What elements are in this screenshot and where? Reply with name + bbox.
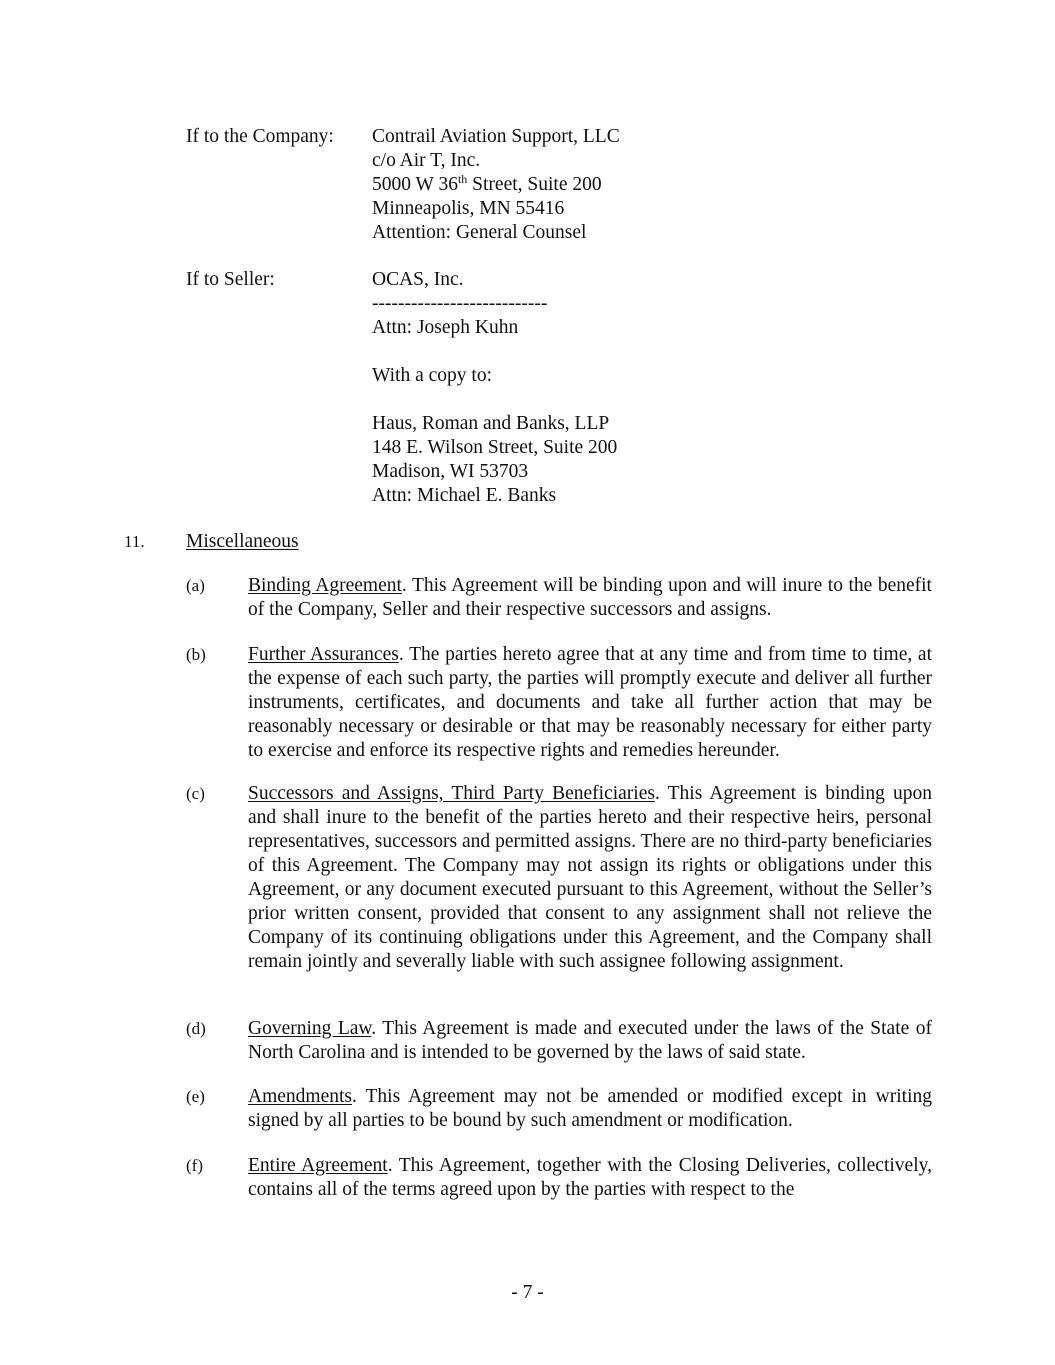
clause-text: . This Agreement is binding upon and shall inure to the benefit of the parties hereto and their respective heirs, personal representatives, successors and permitted assigns. There are no third-party beneficiaries of this Agreement. The Company may not assign its rights or obligations under this Agreement, or any document executed pursuant to this Agreement, without the Seller’s prior written consent, provided that consent to any assignment shall not relieve the Company of its continuing obligations under this Agreement, and the Company shall remain jointly and severally liable with such assignee following assignment. bbox=[248, 783, 932, 972]
company-street bbox=[372, 173, 872, 197]
copy-city: Madison, WI 53703 bbox=[372, 461, 529, 482]
copy-street: 148 E. Wilson Street, Suite 200 bbox=[372, 437, 618, 458]
clause-heading: Amendments bbox=[248, 1086, 352, 1107]
clause-heading: Governing Law bbox=[248, 1018, 372, 1039]
clause-letter: (f) bbox=[186, 1156, 203, 1175]
clause-letter: (a) bbox=[186, 576, 205, 595]
clause-text: . This Agreement, together with the Closing Deliveries, collectively, contains all of the terms agreed upon by the parties with respect to the bbox=[248, 1155, 932, 1200]
clause-heading: Entire Agreement bbox=[248, 1155, 388, 1176]
clause-body bbox=[248, 1154, 932, 1202]
clause-text: . The parties hereto agree that at any time and from time to time, at the expense of each such party, the parties will promptly execute and deliver all further instruments, certificates, and documents and take all further action that may be reasonably necessary or desirable or that may be reasonably necessary for either party to exercise and enforce its respective rights and remedies hereunder. bbox=[248, 644, 932, 761]
notice-seller-label: If to Seller: bbox=[186, 269, 275, 290]
clause-text: . This Agreement will be binding upon and will inure to the benefit of the Company, Seller and their respective successors and assigns. bbox=[248, 575, 932, 620]
copy-attn: Attn: Michael E. Banks bbox=[372, 485, 557, 506]
page-number: - 7 - bbox=[511, 1282, 544, 1303]
notice-company-label: If to the Company: bbox=[186, 126, 334, 147]
notice-company-address bbox=[372, 125, 872, 245]
clause-body bbox=[248, 574, 932, 622]
clause-letter: (d) bbox=[186, 1019, 206, 1038]
section-title: Miscellaneous bbox=[186, 531, 299, 552]
notice-seller-address bbox=[372, 268, 872, 508]
clause-letter: (c) bbox=[186, 784, 205, 803]
clause-text: . This Agreement may not be amended or modified except in writing signed by all parties to be bound by such amendment or modification. bbox=[248, 1086, 932, 1131]
clause-body bbox=[248, 1085, 932, 1133]
spacer bbox=[372, 340, 872, 364]
clause-body bbox=[248, 782, 932, 974]
company-name: Contrail Aviation Support, LLC bbox=[372, 126, 620, 147]
clause-body bbox=[248, 643, 932, 763]
company-city: Minneapolis, MN 55416 bbox=[372, 198, 565, 219]
company-street-suffix: th bbox=[457, 172, 468, 186]
seller-name: OCAS, Inc. bbox=[372, 269, 464, 290]
seller-copy-to: With a copy to: bbox=[372, 365, 492, 386]
seller-attn: Attn: Joseph Kuhn bbox=[372, 317, 519, 338]
copy-firm: Haus, Roman and Banks, LLP bbox=[372, 413, 610, 434]
section-heading bbox=[124, 530, 824, 554]
clause-body bbox=[248, 1017, 932, 1065]
clause-heading: Successors and Assigns, Third Party Beneficiaries bbox=[248, 783, 655, 804]
seller-blank-line: --------------------------- bbox=[372, 293, 548, 314]
clause-letter: (b) bbox=[186, 645, 206, 664]
company-street-rest: Street, Suite 200 bbox=[467, 174, 602, 195]
section-number: 11. bbox=[124, 532, 145, 551]
spacer bbox=[372, 388, 872, 412]
clause-letter: (e) bbox=[186, 1087, 205, 1106]
clause-heading: Further Assurances bbox=[248, 644, 399, 665]
clause-heading: Binding Agreement bbox=[248, 575, 402, 596]
clause-text: . This Agreement is made and executed under the laws of the State of North Carolina and is intended to be governed by the laws of said state. bbox=[248, 1018, 932, 1063]
company-attention: Attention: General Counsel bbox=[372, 222, 587, 243]
company-care-of: c/o Air T, Inc. bbox=[372, 150, 481, 171]
company-street-number: 5000 W 36 bbox=[372, 174, 458, 195]
